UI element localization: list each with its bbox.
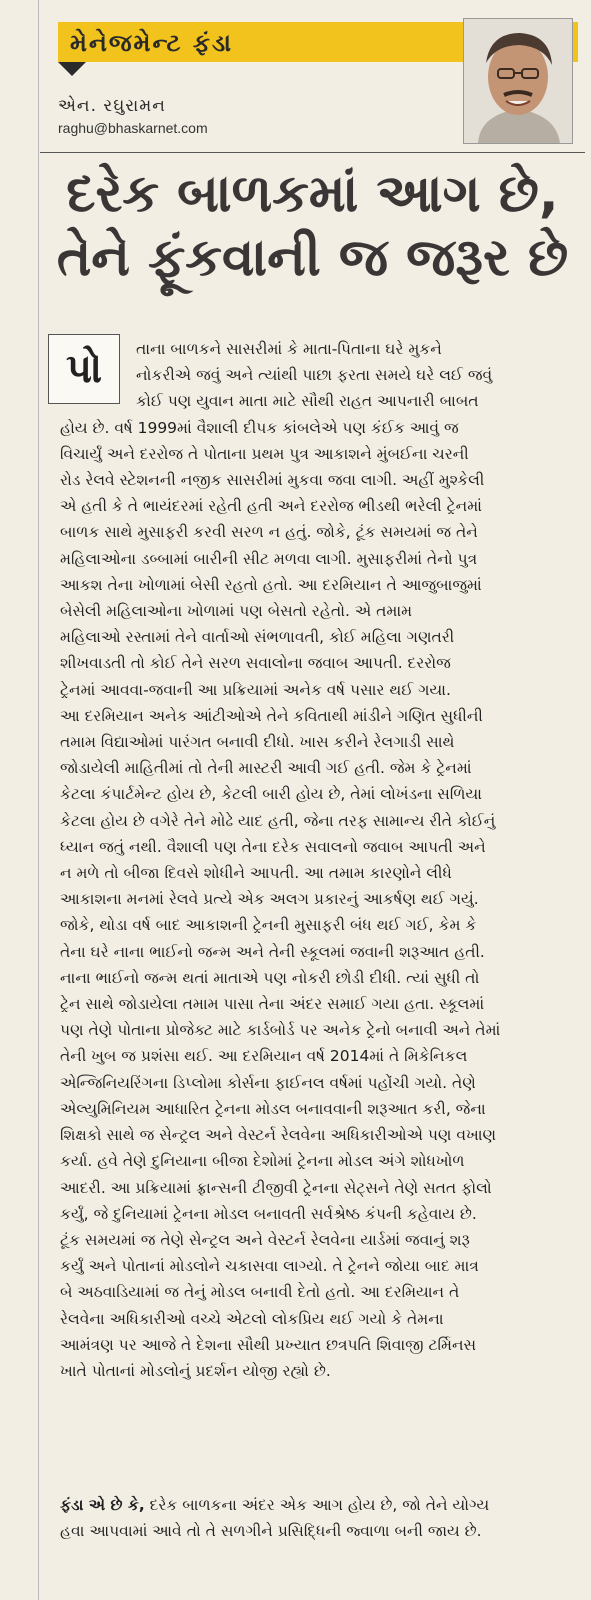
article-line: કેટલા હોય છે વગેરે તેને મોઢે યાદ હતી, જેના તરફ સામાન્ય રીતે કોઈનું	[60, 811, 496, 830]
closing-lead: ફંડા એ છે કે,	[60, 1496, 145, 1514]
article-line: આકાશના મનમાં રેલવે પ્રત્યે એક અલગ પ્રકારનું આકર્ષણ થઈ ગયું.	[60, 890, 479, 909]
article-line: નોકરીએ જવું અને ત્યાંથી પાછા ફરતા સમયે ઘરે લઈ જવું	[136, 366, 493, 385]
article-line: પણ તેણે પોતાના પ્રોજેક્ટ માટે કાર્ડબોર્ડ પર અનેક ટ્રેનો બનાવી અને તેમાં	[60, 1021, 501, 1040]
article-line: ખાતે પોતાનાં મોડલોનું પ્રદર્શન યોજી રહ્યો છે.	[60, 1361, 331, 1380]
article-line: આકશ તેના ખોળામાં બેસી રહતો હતો. આ દરમિયાન તે આજુબાજુમાં	[60, 575, 482, 594]
article-line: મહિલાઓના ડબ્બામાં બારીની સીટ મળવા લાગી. મુસાફરીમાં તેનો પુત્ર	[60, 549, 478, 568]
closing-line-2: હવા આપવામાં આવે તો તે સળગીને પ્રસિદ્ધિની જ્વાળા બની જાય છે.	[60, 1522, 482, 1540]
article-line: બે અઠવાડિયામાં જ તેનું મોડલ બનાવી દેતો હતો. આ દરમિયાન તે	[60, 1283, 460, 1302]
article-line: શિક્ષકો સાથે જ સેન્ટ્રલ અને વેસ્ટર્ન રેલવેના અધિકારીઓએ પણ વખાણ	[60, 1126, 497, 1145]
column-title: મેનેજમેન્ટ ફંડા	[70, 29, 234, 57]
article-line: આ દરમિયાન અનેક આંટીઓએ તેને કવિતાથી માંડીને ગણિત સુધીની	[60, 706, 483, 725]
article-line: કર્યું, જે દુનિયામાં ટ્રેનના મોડલ બનાવતી સર્વશ્રેષ્ઠ કંપની કહેવાય છે.	[60, 1204, 477, 1223]
article-line: જોકે, થોડા વર્ષ બાદ આકાશની ટ્રેનની મુસાફરી બંધ થઈ ગઈ, કેમ કે	[60, 916, 477, 935]
article-line: ટૂંક સમયમાં જ તેણે સેન્ટ્રલ અને વેસ્ટર્ન રેલવેના યાર્ડમાં જવાનું શરૂ	[60, 1230, 470, 1249]
article-line: ન મળે તો બીજા દિવસે શોધીને આપતી. આ તમામ કારણોને લીધે	[60, 864, 452, 883]
article-line: જોડાયેલી માહિતીમાં તો તેની માસ્ટરી આવી ગઈ હતી. જેમ કે ટ્રેનમાં	[60, 759, 472, 778]
article-line: તમામ વિદ્યાઓમાં પારંગત બનાવી દીધો. ખાસ કરીને રેલગાડી સાથે	[60, 733, 455, 752]
article-body	[60, 336, 580, 1384]
closing-line-1-text: દરેક બાળકના અંદર એક આગ હોય છે, જો તેને યોગ્ય	[144, 1496, 490, 1514]
closing-line-1	[60, 1492, 580, 1518]
headline	[40, 162, 585, 290]
headline-line-2: તેને ફૂંકવાની જ જરૂર છે	[56, 228, 569, 288]
article-line: કર્યા. હવે તેણે દુનિયાના બીજા દેશોમાં ટ્રેનના મોડલ અંગે શોધખોળ	[60, 1152, 465, 1171]
author-photo	[463, 18, 573, 144]
article-line: તેના ઘરે નાના ભાઈનો જન્મ અને તેની સ્કૂલમાં જવાની શરૂઆત હતી.	[60, 942, 485, 961]
header-divider	[40, 152, 585, 153]
drop-cap: પો	[48, 334, 120, 404]
article-line: રેલવેના અધિકારીઓ વચ્ચે એટલો લોકપ્રિય થઈ ગયો કે તેમના	[60, 1309, 444, 1328]
author-email: raghu@bhaskarnet.com	[58, 120, 208, 136]
article-line: તાના બાળકને સાસરીમાં કે માતા-પિતાના ઘરે મુકને	[136, 340, 442, 358]
article-line: ધ્યાન જતું નથી. વૈશાલી પણ તેના દરેક સવાલનો જવાબ આપતી અને	[60, 837, 486, 856]
article-line: ટ્રેન સાથે જોડાયેલા તમામ પાસા તેના અંદર સમાઈ ગયા હતા. સ્કૂલમાં	[60, 995, 485, 1014]
article-line: તેની ખુબ જ પ્રશંસા થઈ. આ દરમિયાન વર્ષ 2014માં તે મિકેનિકલ	[60, 1047, 468, 1066]
author-name: એન. રઘુરામન	[58, 96, 166, 116]
article-line: બાળક સાથે મુસાફરી કરવી સરળ ન હતું. જોકે, ટૂંક સમયમાં જ તેને	[60, 523, 478, 542]
author-portrait-icon	[464, 19, 572, 143]
article-line: આમંત્રણ પર આજે તે દેશના સૌથી પ્રખ્યાત છત્રપતિ શિવાજી ટર્મિનસ	[60, 1335, 477, 1354]
article-line: બેસેલી મહિલાઓના ખોળામાં પણ બેસતો રહેતો. એ તમામ	[60, 602, 413, 621]
article-line: કેટલા કંપાર્ટમેન્ટ હોય છે, કેટલી બારી હોય છે, તેમાં લોખંડના સળિયા	[60, 785, 482, 804]
article-line: વિચાર્યું અને દરરોજ તે પોતાના પ્રથમ પુત્ર આકાશને મુંબઈના ચરની	[60, 444, 469, 463]
article-line: નાના ભાઈનો જન્મ થતાં માતાએ પણ નોકરી છોડી દીધી. ત્યાં સુધી તો	[60, 968, 480, 987]
article-line: ટ્રેનમાં આવવા-જવાની આ પ્રક્રિયામાં અનેક વર્ષ પસાર થઈ ગયા.	[60, 680, 451, 699]
banner-arrow-icon	[58, 62, 86, 76]
article-line: મહિલાઓ રસ્તામાં તેને વાર્તાઓ સંભળાવતી, કોઈ મહિલા ગણતરી	[60, 628, 455, 647]
article-line: કર્યું અને પોતાનાં મોડલોને ચકાસવા લાગ્યો. તે ટ્રેનને જોયા બાદ માત્ર	[60, 1257, 479, 1276]
article-line: હોય છે. વર્ષ 1999માં વૈશાલી દીપક કાંબલેએ પણ કંઈક આવું જ	[60, 418, 459, 437]
column-left-border	[38, 0, 39, 1600]
article-line: એ હતી કે તે ભાયંદરમાં રહેતી હતી અને દરરોજ ભીડથી ભરેલી ટ્રેનમાં	[60, 497, 482, 516]
headline-line-1: દરેક બાળકમાં આગ છે,	[66, 164, 559, 224]
article-line: કોઈ પણ યુવાન માતા માટે સૌથી રાહત આપનારી બાબત	[136, 392, 479, 411]
article-line: રોડ રેલવે સ્ટેશનની નજીક સાસરીમાં મુકવા જવા લાગી. અહીં મુશ્કેલી	[60, 471, 485, 490]
article-line: એલ્યુમિનિયમ આધારિત ટ્રેનના મોડલ બનાવવાની શરૂઆત કરી, જેના	[60, 1099, 486, 1118]
article-line: શીખવાડતી તો કોઈ તેને સરળ સવાલોના જવાબ આપતી. દરરોજ	[60, 654, 451, 673]
article-line: આદરી. આ પ્રક્રિયામાં ફ્રાન્સની ટીજીવી ટ્રેનના સેટ્સને તેણે સતત ફોલો	[60, 1178, 492, 1197]
article-line: એન્જિનિયરિંગના ડિપ્લોમા કોર્સના ફાઈનલ વર્ષમાં પહોંચી ગયો. તેણે	[60, 1073, 476, 1092]
closing-funda	[60, 1492, 580, 1544]
